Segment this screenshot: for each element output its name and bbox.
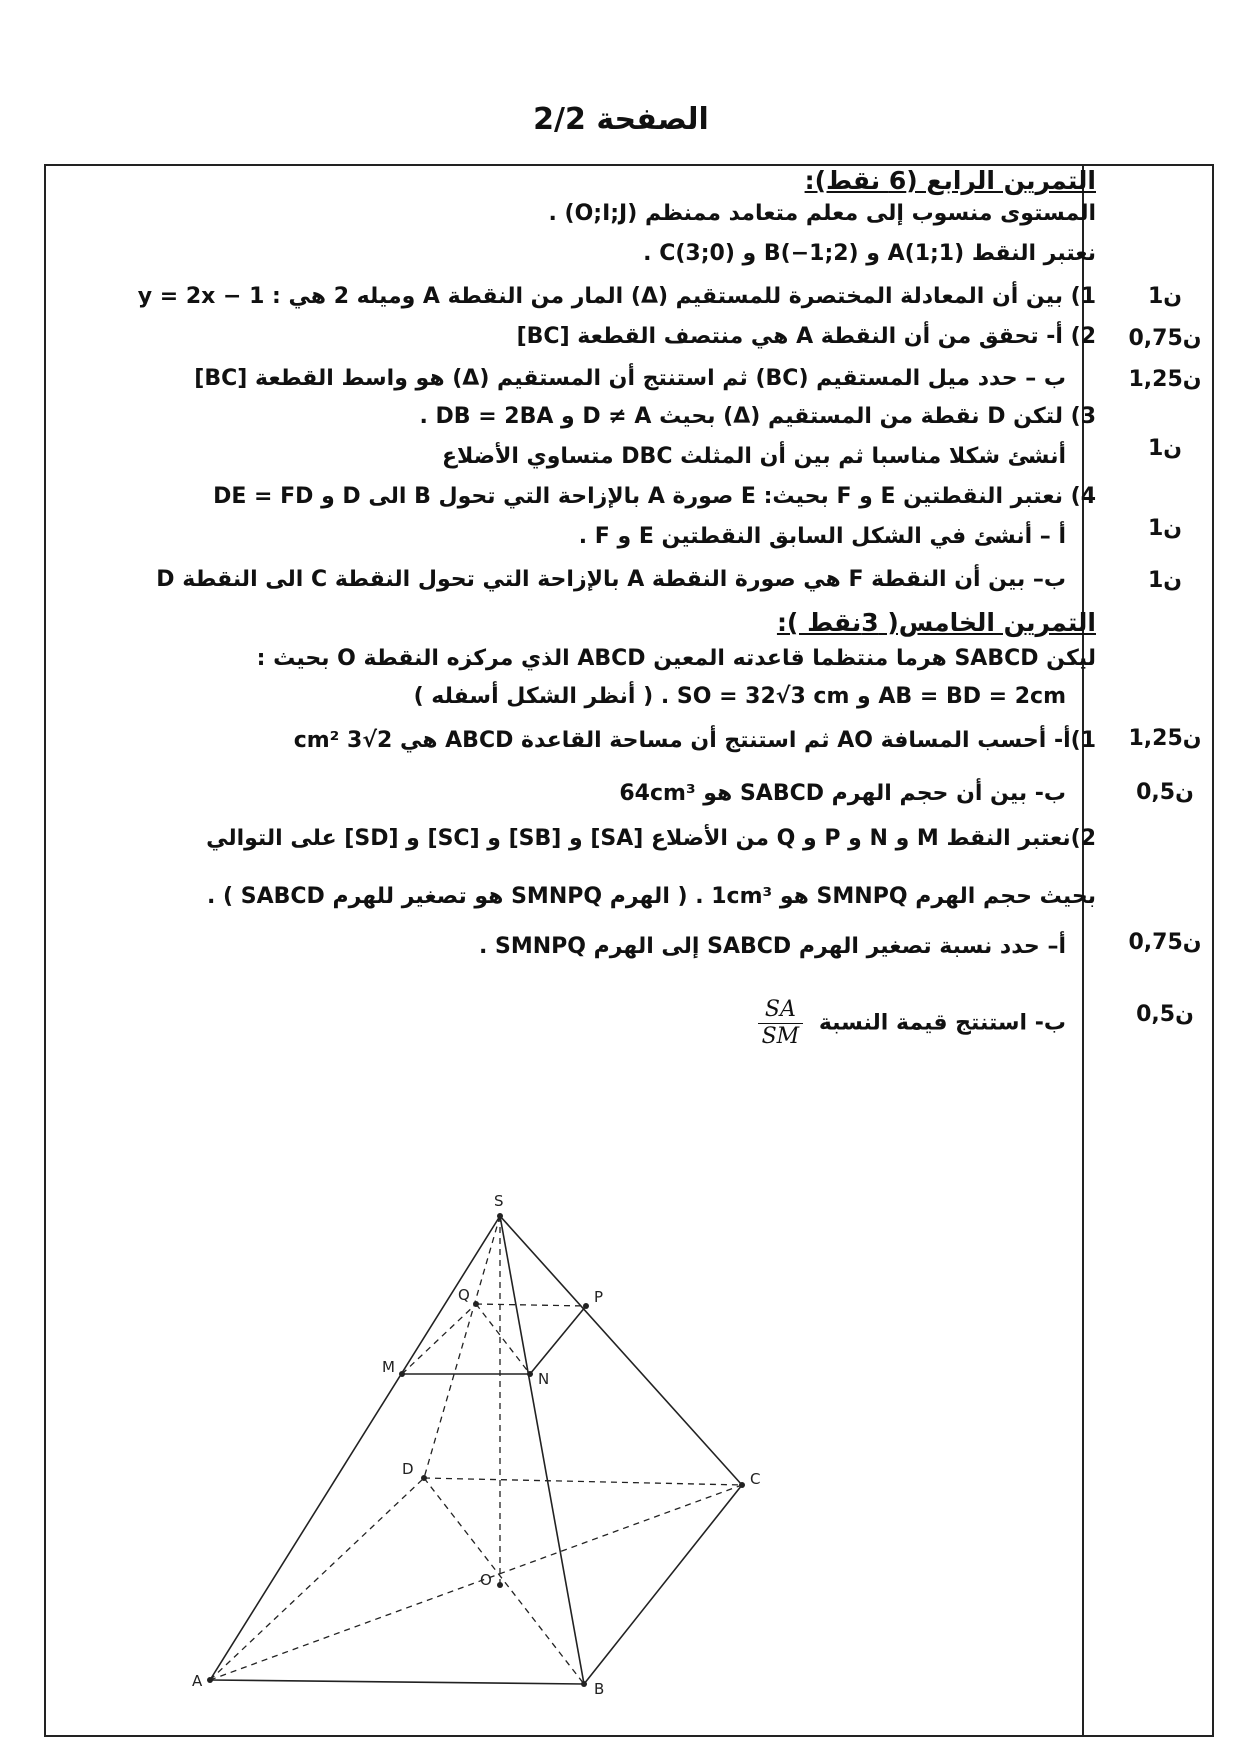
edge-SC bbox=[500, 1216, 742, 1485]
point-Q bbox=[473, 1301, 479, 1307]
point-N bbox=[527, 1371, 533, 1377]
exercise-5-question-1b: ب- بين أن حجم الهرم SABCD هو 64cm³ bbox=[619, 781, 1066, 806]
exercise-4-question-4b: ب– بين أن النقطة F هي صورة النقطة A بالإزاحة التي تحول النقطة C الى النقطة D bbox=[156, 567, 1066, 592]
ratio-denominator: SM bbox=[761, 1024, 800, 1049]
point-C bbox=[739, 1482, 745, 1488]
point-D bbox=[421, 1475, 427, 1481]
question-2b-text: ب- استنتج قيمة النسبة bbox=[818, 1010, 1066, 1036]
exercise-4-question-4a: أ – أنشئ في الشكل السابق النقطتين E و F . bbox=[578, 524, 1066, 549]
label-M: M bbox=[382, 1358, 395, 1376]
points-q3: 1ن bbox=[1147, 436, 1183, 461]
label-Q: Q bbox=[458, 1286, 470, 1304]
exercise-4-question-1: 1) بين أن المعادلة المختصرة للمستقيم (Δ) المار من النقطة A وميله 2 هي : y = 2x − 1 bbox=[137, 284, 1096, 309]
exercise-4-question-3b: أنشئ شكلا مناسبا ثم بين أن المثلث DBC متساوي الأضلاع bbox=[441, 444, 1066, 469]
label-C: C bbox=[750, 1470, 761, 1488]
point-A bbox=[207, 1677, 213, 1683]
exercise-4-question-3a: 3) لتكن D نقطة من المستقيم (Δ) بحيث D ≠ A و DB = 2BA . bbox=[419, 404, 1096, 429]
exercise-5-question-1a: 1)أ- أحسب المسافة AO ثم استنتج أن مساحة القاعدة ABCD هي 2√3 cm² bbox=[293, 728, 1096, 753]
exercise-4-question-4: 4) نعتبر النقطتين E و F بحيث: E صورة A بالإزاحة التي تحول B الى D و DE = FD bbox=[213, 484, 1096, 509]
edge-QP bbox=[476, 1304, 586, 1306]
exercise-5-heading: التمرين الخامس( 3نقط ): bbox=[776, 608, 1096, 637]
points-q4b: 1ن bbox=[1147, 568, 1183, 593]
point-S bbox=[497, 1213, 503, 1219]
exercise-5-line-2: AB = BD = 2cm و SO = 32√3 cm . ( أنظر الشكل أسفله ) bbox=[413, 684, 1066, 709]
label-O: O bbox=[480, 1571, 492, 1589]
points-q1: 1ن bbox=[1147, 284, 1183, 309]
points-q2a: 0,75ن bbox=[1128, 326, 1202, 351]
exercise-4-heading: التمرين الرابع (6 نقط): bbox=[804, 166, 1096, 195]
diagonal-DB bbox=[424, 1478, 584, 1684]
diagonal-AC bbox=[210, 1485, 742, 1680]
points-q2b: 1,25ن bbox=[1128, 367, 1202, 392]
points-ex5-q2a: 0,75ن bbox=[1128, 930, 1202, 955]
edge-NP bbox=[530, 1306, 586, 1374]
edge-SB bbox=[500, 1216, 584, 1684]
point-M bbox=[399, 1371, 405, 1377]
points-ex5-q1b: 0,5ن bbox=[1136, 780, 1194, 805]
ratio-fraction bbox=[758, 997, 804, 1050]
exercise-4-question-2b: ب – حدد ميل المستقيم (BC) ثم استنتج أن المستقيم (Δ) هو واسط القطعة [BC] bbox=[194, 366, 1066, 391]
edge-DC bbox=[424, 1478, 742, 1485]
points-ex5-q1a: 1,25ن bbox=[1128, 726, 1202, 751]
edge-BC bbox=[584, 1485, 742, 1684]
ratio-numerator: SA bbox=[758, 997, 804, 1024]
pyramid-figure bbox=[180, 1180, 780, 1700]
point-P bbox=[583, 1303, 589, 1309]
label-D: D bbox=[402, 1460, 414, 1478]
points-q4a: 1ن bbox=[1147, 516, 1183, 541]
page-title: الصفحة 2/2 bbox=[533, 102, 709, 137]
exercise-5-question-2: 2)نعتبر النقط M و N و P و Q من الأضلاع [SA] و [SB] و [SC] و [SD] على التوالي bbox=[206, 826, 1096, 851]
exercise-4-line-1: المستوى منسوب إلى معلم متعامد ممنظم (O;I;J) . bbox=[548, 201, 1096, 226]
exercise-5-question-2b bbox=[56, 997, 1066, 1050]
edge-AB bbox=[210, 1680, 584, 1684]
label-A: A bbox=[192, 1672, 203, 1690]
edge-SD bbox=[424, 1216, 500, 1478]
point-B bbox=[581, 1681, 587, 1687]
exercise-5-question-2a: أ– حدد نسبة تصغير الهرم SABCD إلى الهرم SMNPQ . bbox=[478, 934, 1066, 959]
exercise-4-line-2: نعتبر النقط A(1;1) و B(−1;2) و C(3;0) . bbox=[643, 241, 1096, 266]
points-ex5-q2b: 0,5ن bbox=[1136, 1002, 1194, 1027]
label-B: B bbox=[594, 1680, 605, 1698]
point-O bbox=[497, 1582, 503, 1588]
label-N: N bbox=[538, 1370, 550, 1388]
exercise-4-question-2a: 2) أ- تحقق من أن النقطة A هي منتصف القطعة [BC] bbox=[516, 324, 1096, 349]
exercise-5-question-2-line-2: بحيث حجم الهرم SMNPQ هو 1cm³ . ( الهرم SMNPQ هو تصغير للهرم SABCD ) . bbox=[207, 884, 1096, 909]
edge-SA bbox=[210, 1216, 500, 1680]
exercise-5-line-1: ليكن SABCD هرما منتظما قاعدته المعين ABCD الذي مركزه النقطة O بحيث : bbox=[256, 646, 1096, 671]
label-P: P bbox=[594, 1288, 604, 1306]
label-S: S bbox=[494, 1192, 504, 1210]
